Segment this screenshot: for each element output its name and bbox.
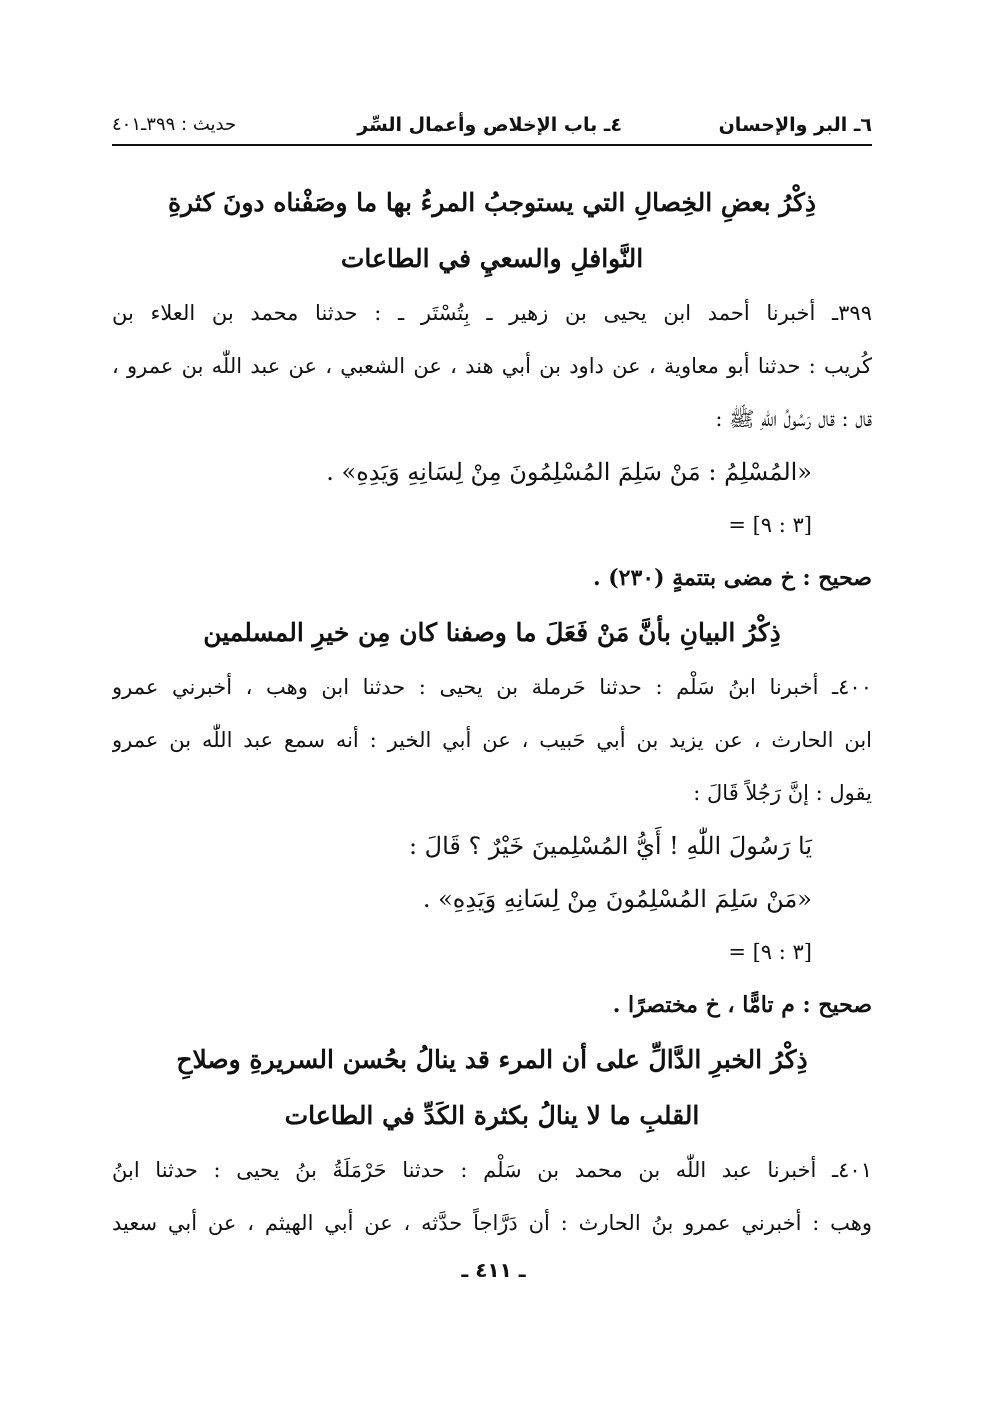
- section-heading: ذِكْرُ البيانِ بأنَّ مَنْ فَعَلَ ما وصفنا كان مِن خيرِ المسلمين: [203, 618, 781, 647]
- hadith-grade: صحيح : م تامًّا ، خ مختصرًا .: [612, 992, 872, 1018]
- hadith-text: «مَنْ سَلِمَ المُسْلِمُونَ مِنْ لِسَانِهِ وَيَدِهِ» .: [422, 885, 812, 913]
- paragraph-line: وهب : أخبرني عمرو بنُ الحارث : أن دَرَّاجاً حدَّثه ، عن أبي الهيثم ، عن أبي سعيد: [112, 1211, 872, 1235]
- paragraph-line: يقول : إنَّ رَجُلاً قَالَ :: [693, 781, 872, 805]
- page-number: ـ ٤١١ ـ: [461, 1258, 526, 1282]
- hadith-text: يَا رَسُولَ اللّٰهِ ! أَيُّ المُسْلِمينَ خَيْرٌ ؟ قَالَ :: [408, 832, 812, 860]
- header-chapter-title: ٤ـ باب الإخلاص وأعمال السِّر: [357, 114, 622, 136]
- paragraph-line: ٣٩٩ـ أخبرنا أحمد ابن يحيى بن زهير ـ بِتُسْتَر ـ : حدثنا محمد بن العلاء بن: [112, 301, 872, 325]
- paragraph-line: ٤٠٠ـ أخبرنا ابنُ سَلْم : حدثنا حَرملة بن يحيى : حدثنا ابن وهب ، أخبرني عمرو: [112, 675, 872, 699]
- paragraph-line: ٤٠١ـ أخبرنا عبد اللّٰه بن محمد بن سَلْم : حدثنا حَرْمَلَةُ بنُ يحيى : حدثنا ابنُ: [112, 1158, 872, 1182]
- section-heading: ذِكْرُ الخبرِ الدَّالِّ على أن المرء قد ينالُ بحُسن السريرةِ وصلاحِ: [176, 1045, 808, 1074]
- hadith-reference: = [٣ : ٩]: [728, 940, 812, 964]
- section-heading: ذِكْرُ بعضِ الخِصالِ التي يستوجبُ المرءُ بها ما وصَفْناه دونَ كثرةِ: [167, 188, 817, 217]
- hadith-text: «المُسْلِمُ : مَنْ سَلِمَ المُسْلِمُونَ مِنْ لِسَانِهِ وَيَدِهِ» .: [326, 458, 812, 486]
- page-body: [112, 175, 872, 1250]
- hadith-reference: = [٣ : ٩]: [728, 513, 812, 537]
- running-header: [112, 108, 872, 146]
- section-heading: النَّوافلِ والسعيِ في الطاعات: [340, 244, 644, 273]
- paragraph-line: ابن الحارث ، عن يزيد بن أبي حَبيب ، عن أبي الخير : أنه سمع عبد اللّٰه بن عمرو: [112, 728, 872, 752]
- hadith-grade: صحيح : خ مضى بتتمةٍ (٢٣٠) .: [592, 565, 872, 591]
- paragraph-line: قال : قال رَسُولُ اللّٰهِ ﷺ :: [715, 407, 872, 431]
- header-hadith-range: حديث : ٣٩٩ـ٤٠١: [112, 114, 237, 135]
- paragraph-line: كُريب : حدثنا أبو معاوية ، عن داود بن أبي هند ، عن الشعبي ، عن عبد اللّٰه بن عمرو ،: [112, 354, 872, 378]
- header-book-title: ٦ـ البر والإحسان: [718, 114, 872, 136]
- section-heading: القلبِ ما لا ينالُ بكثرة الكَدِّ في الطاعات: [284, 1101, 700, 1130]
